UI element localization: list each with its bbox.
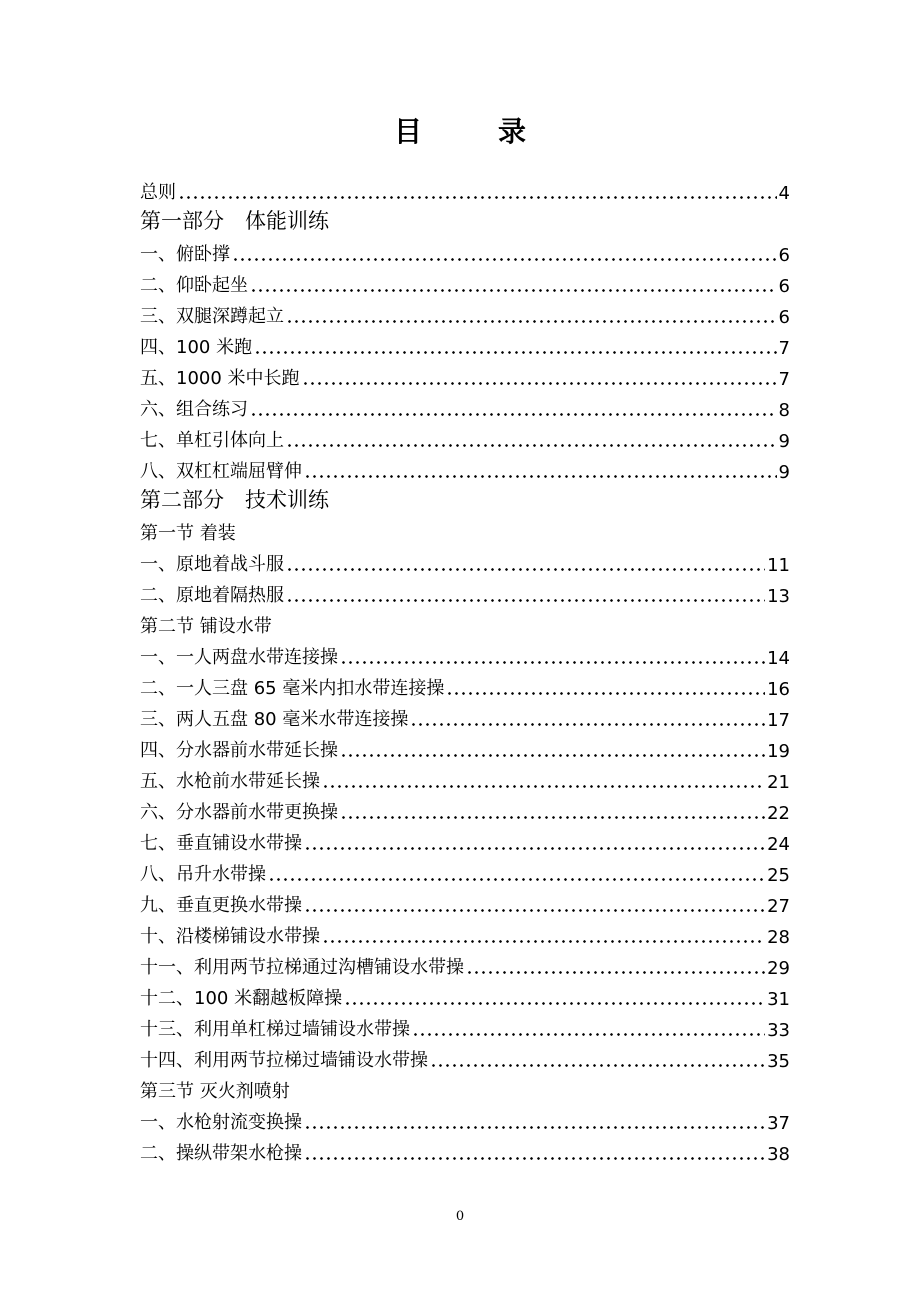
toc-entry-label: 十一、利用两节拉梯通过沟槽铺设水带操 bbox=[140, 957, 464, 978]
toc-entry[interactable] bbox=[140, 238, 790, 269]
toc-entry-page: 13 bbox=[767, 586, 790, 607]
toc-entry-label: 四、100 米跑 bbox=[140, 337, 253, 358]
toc-section-heading bbox=[140, 517, 790, 548]
toc-entry-page: 24 bbox=[767, 834, 790, 855]
toc-entry-page: 8 bbox=[778, 400, 790, 421]
toc-entry[interactable] bbox=[140, 982, 790, 1013]
toc-entry[interactable] bbox=[140, 920, 790, 951]
toc-entry-page: 9 bbox=[778, 431, 790, 452]
dot-leader bbox=[254, 351, 776, 354]
toc-entry[interactable] bbox=[140, 703, 790, 734]
toc-entry[interactable] bbox=[140, 455, 790, 486]
dot-leader bbox=[232, 258, 777, 261]
dot-leader bbox=[286, 599, 765, 602]
toc-entry[interactable] bbox=[140, 393, 790, 424]
toc-part-heading bbox=[140, 486, 790, 517]
toc-entry-label: 八、吊升水带操 bbox=[140, 864, 266, 885]
page-number: 0 bbox=[455, 1209, 465, 1224]
toc-entry[interactable] bbox=[140, 1013, 790, 1044]
toc-entry-label: 二、仰卧起坐 bbox=[140, 275, 248, 296]
toc-entry-page: 17 bbox=[767, 710, 790, 731]
toc-entry-label: 第二节 铺设水带 bbox=[140, 616, 272, 637]
dot-leader bbox=[430, 1064, 765, 1067]
toc-entry-label: 十四、利用两节拉梯过墙铺设水带操 bbox=[140, 1050, 428, 1071]
toc-entry[interactable] bbox=[140, 734, 790, 765]
dot-leader bbox=[178, 196, 777, 199]
dot-leader bbox=[340, 754, 765, 757]
dot-leader bbox=[302, 382, 777, 385]
dot-leader bbox=[304, 847, 765, 850]
dot-leader bbox=[322, 940, 765, 943]
toc-entry[interactable] bbox=[140, 1137, 790, 1168]
toc-entry-label: 五、水枪前水带延长操 bbox=[140, 771, 320, 792]
toc-entry-label: 五、1000 米中长跑 bbox=[140, 368, 300, 389]
dot-leader bbox=[446, 692, 765, 695]
dot-leader bbox=[466, 971, 765, 974]
dot-leader bbox=[410, 723, 765, 726]
toc-part-heading bbox=[140, 207, 790, 238]
dot-leader bbox=[286, 320, 777, 323]
toc-entry-page: 31 bbox=[767, 989, 790, 1010]
toc-entry-label: 十三、利用单杠梯过墙铺设水带操 bbox=[140, 1019, 410, 1040]
toc-section-heading bbox=[140, 1075, 790, 1106]
toc-entry[interactable] bbox=[140, 858, 790, 889]
dot-leader bbox=[304, 1157, 765, 1160]
toc-entry-label: 第一部分 体能训练 bbox=[140, 209, 329, 233]
toc-entry-label: 第三节 灭火剂喷射 bbox=[140, 1081, 290, 1102]
toc-entry-page: 16 bbox=[767, 679, 790, 700]
dot-leader bbox=[322, 785, 765, 788]
dot-leader bbox=[286, 444, 777, 447]
toc-entry-label: 六、组合练习 bbox=[140, 399, 248, 420]
toc-entry-label: 七、单杠引体向上 bbox=[140, 430, 284, 451]
toc-entry-label: 三、两人五盘 80 毫米水带连接操 bbox=[140, 709, 409, 730]
toc-entry[interactable] bbox=[140, 641, 790, 672]
toc-entry-label: 三、双腿深蹲起立 bbox=[140, 306, 284, 327]
toc-entry-label: 一、俯卧撑 bbox=[140, 244, 230, 265]
toc-entry-page: 25 bbox=[767, 865, 790, 886]
toc-entry-label: 第一节 着装 bbox=[140, 523, 236, 544]
toc-entry-page: 6 bbox=[778, 276, 790, 297]
toc-entry-page: 33 bbox=[767, 1020, 790, 1041]
toc-entry-label: 二、一人三盘 65 毫米内扣水带连接操 bbox=[140, 678, 445, 699]
toc-entry-page: 29 bbox=[767, 958, 790, 979]
dot-leader bbox=[250, 289, 777, 292]
toc-entry[interactable] bbox=[140, 176, 790, 207]
toc-entry[interactable] bbox=[140, 796, 790, 827]
toc-entry-page: 27 bbox=[767, 896, 790, 917]
toc-entry[interactable] bbox=[140, 269, 790, 300]
toc-entry[interactable] bbox=[140, 300, 790, 331]
toc-entry-page: 14 bbox=[767, 648, 790, 669]
toc-entry-page: 7 bbox=[778, 369, 790, 390]
toc-entry[interactable] bbox=[140, 548, 790, 579]
toc-entry-label: 四、分水器前水带延长操 bbox=[140, 740, 338, 761]
toc-entry-page: 35 bbox=[767, 1051, 790, 1072]
toc-entry-label: 一、原地着战斗服 bbox=[140, 554, 284, 575]
toc-entry[interactable] bbox=[140, 362, 790, 393]
toc-entry-page: 37 bbox=[767, 1113, 790, 1134]
dot-leader bbox=[250, 413, 777, 416]
toc-entry-page: 4 bbox=[778, 183, 790, 204]
page-title: 目 录 bbox=[393, 115, 550, 148]
toc-entry-label: 二、操纵带架水枪操 bbox=[140, 1143, 302, 1164]
toc-entry-label: 一、一人两盘水带连接操 bbox=[140, 647, 338, 668]
toc-entry-page: 38 bbox=[767, 1144, 790, 1165]
toc-entry-label: 十二、100 米翻越板障操 bbox=[140, 988, 343, 1009]
dot-leader bbox=[344, 1002, 765, 1005]
toc-entry-label: 总则 bbox=[140, 182, 176, 203]
toc-entry-page: 28 bbox=[767, 927, 790, 948]
toc-entry[interactable] bbox=[140, 827, 790, 858]
toc-entry[interactable] bbox=[140, 424, 790, 455]
toc-entry[interactable] bbox=[140, 1044, 790, 1075]
toc-section-heading bbox=[140, 610, 790, 641]
toc-entry-page: 7 bbox=[778, 338, 790, 359]
toc-entry-label: 六、分水器前水带更换操 bbox=[140, 802, 338, 823]
toc-entry-page: 9 bbox=[778, 462, 790, 483]
toc-entry-page: 19 bbox=[767, 741, 790, 762]
toc-entry-page: 6 bbox=[778, 307, 790, 328]
toc-entry[interactable] bbox=[140, 672, 790, 703]
dot-leader bbox=[340, 816, 765, 819]
toc-entry-label: 一、水枪射流变换操 bbox=[140, 1112, 302, 1133]
toc-entry-page: 21 bbox=[767, 772, 790, 793]
dot-leader bbox=[340, 661, 765, 664]
table-of-contents bbox=[140, 176, 790, 1168]
toc-entry[interactable] bbox=[140, 1106, 790, 1137]
toc-entry-label: 第二部分 技术训练 bbox=[140, 488, 329, 512]
toc-entry[interactable] bbox=[140, 765, 790, 796]
toc-entry-label: 八、双杠杠端屈臂伸 bbox=[140, 461, 302, 482]
toc-entry-label: 九、垂直更换水带操 bbox=[140, 895, 302, 916]
toc-entry[interactable] bbox=[140, 889, 790, 920]
toc-entry[interactable] bbox=[140, 579, 790, 610]
toc-entry-label: 二、原地着隔热服 bbox=[140, 585, 284, 606]
toc-entry-page: 6 bbox=[778, 245, 790, 266]
dot-leader bbox=[286, 568, 765, 571]
toc-entry[interactable] bbox=[140, 951, 790, 982]
dot-leader bbox=[412, 1033, 765, 1036]
dot-leader bbox=[304, 909, 765, 912]
toc-entry-page: 22 bbox=[767, 803, 790, 824]
toc-entry[interactable] bbox=[140, 331, 790, 362]
dot-leader bbox=[304, 475, 777, 478]
toc-entry-page: 11 bbox=[767, 555, 790, 576]
toc-entry-label: 七、垂直铺设水带操 bbox=[140, 833, 302, 854]
dot-leader bbox=[304, 1126, 765, 1129]
toc-entry-label: 十、沿楼梯铺设水带操 bbox=[140, 926, 320, 947]
dot-leader bbox=[268, 878, 765, 881]
